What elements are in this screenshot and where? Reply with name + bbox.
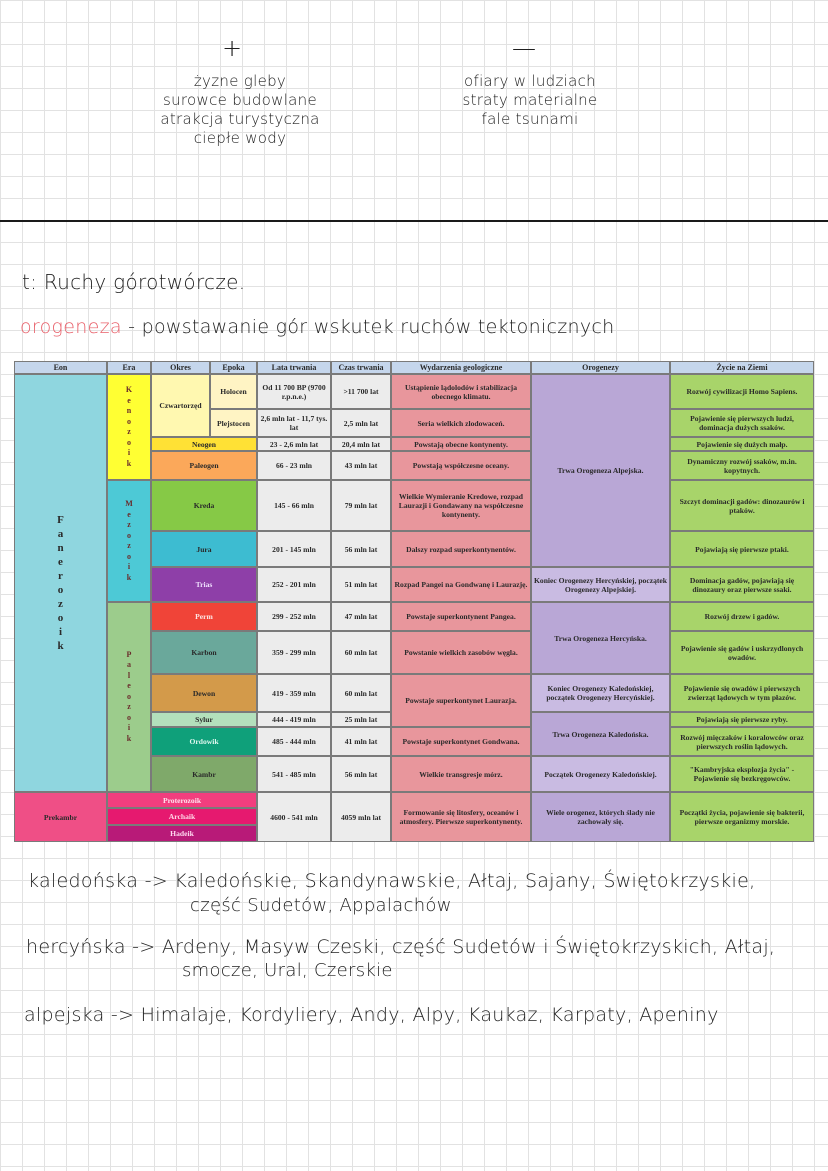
czas-cell: 20,4 mln lat (331, 437, 391, 451)
okres-trias: Trias (151, 567, 257, 602)
vertical-letter: M (125, 499, 133, 508)
okres-jura: Jura (151, 531, 257, 567)
plus-item: ciepłe wody (193, 129, 287, 147)
vertical-letter: k (126, 572, 132, 582)
definition-text: - powstawanie gór wskutek ruchów tektonicznych (121, 316, 615, 338)
okres-perm: Perm (151, 602, 257, 631)
header-okres: Okres (151, 361, 210, 374)
wydarzenie-cell: Wielkie Wymieranie Kredowe, rozpad Laurazji i Gondawany na współczesne kontynenty. (391, 480, 531, 531)
vertical-letter: o (127, 416, 131, 426)
zycie-cell: Pojawiają się pierwsze ryby. (670, 712, 814, 727)
zycie-cell: Początki życia, pojawienie się bakterii, pierwsze organizmy morskie. (670, 792, 814, 842)
czas-cell: 79 mln lat (331, 480, 391, 531)
orogeneza-przejscie-hercynska-alpejska: Koniec Orogenezy Hercyńskiej, początek Orogenezy Alpejskiej. (531, 567, 670, 602)
okres-hadeik: Hadeik (107, 825, 257, 842)
czas-cell: 60 mln lat (331, 674, 391, 712)
note-kaledonska (28, 870, 755, 892)
vertical-letter: n (126, 406, 132, 415)
okres-archaik: Archaik (107, 808, 257, 825)
geology-table (14, 361, 814, 842)
minus-list (410, 72, 650, 129)
lata-cell: 2,6 mln lat - 11,7 tys. lat (257, 409, 331, 437)
wydarzenie-cell: Powstają współczesne oceany. (391, 451, 531, 480)
vertical-letter: l (127, 670, 131, 680)
era-kenozoik (107, 374, 151, 480)
era-mezozoik (107, 480, 151, 602)
wydarzenie-cell: Powstaje superkontynet Gondwana. (391, 727, 531, 756)
czas-cell: >11 700 lat (331, 374, 391, 409)
wydarzenie-cell: Powstają obecne kontynenty. (391, 437, 531, 451)
zycie-cell: Pojawienie się pierwszych ludzi, dominacja dużych ssaków. (670, 409, 814, 437)
wydarzenie-cell: Wielkie transgresje mórz. (391, 756, 531, 792)
lata-cell: 23 - 2,6 mln lat (257, 437, 331, 451)
czas-cell: 41 mln lat (331, 727, 391, 756)
epoka-holocen: Holocen (210, 374, 257, 409)
czas-cell: 25 mln lat (331, 712, 391, 727)
czas-cell: 2,5 mln lat (331, 409, 391, 437)
lata-cell: 145 - 66 mln (257, 480, 331, 531)
vertical-letter: z (127, 427, 131, 436)
okres-czwartorzed: Czwartorzęd (151, 374, 210, 437)
orogeneza-przejscie-kaledonska-hercynska: Koniec Orogenezy Kaledońskiej, początek Orogenezy Hercyńskiej. (531, 674, 670, 712)
orogeneza-poczatek-kaledonskiej: Początek Orogenezy Kaledońskiej. (531, 756, 670, 792)
plus-item: atrakcja turystyczna (160, 110, 320, 128)
zycie-cell: Pojawienie się owadów i pierwszych zwierząt lądowych w tym płazów. (670, 674, 814, 712)
okres-karbon: Karbon (151, 631, 257, 674)
vertical-letter: a (127, 660, 131, 670)
zycie-cell: Pojawiają się pierwsze ptaki. (670, 531, 814, 567)
header-eon: Eon (14, 361, 107, 374)
vertical-letter: i (58, 626, 63, 638)
zycie-cell: Szczyt dominacji gadów: dinozaurów i ptaków. (670, 480, 814, 531)
czas-cell: 51 mln lat (331, 567, 391, 602)
czas-cell: 56 mln lat (331, 531, 391, 567)
zycie-cell: Rozwój mięczaków i koralowców oraz pierwszych roślin lądowych. (670, 727, 814, 756)
vertical-letter: o (127, 437, 131, 447)
wydarzenie-cell: Rozpad Pangei na Gondwanę i Laurazję. (391, 567, 531, 602)
vertical-letter: e (127, 681, 131, 691)
orogeneza-kaledonska: Trwa Orogeneza Kaledońska. (531, 712, 670, 756)
eon-fanerozoik (14, 374, 107, 792)
eon-prekambr: Prekambr (14, 792, 107, 842)
lata-cell: 444 - 419 mln (257, 712, 331, 727)
vertical-letter: o (127, 712, 131, 722)
header-epoka: Epoka (210, 361, 257, 374)
zycie-cell: Dominacja gadów, pojawiają się dinozaury oraz pierwsze ssaki. (670, 567, 814, 602)
vertical-letter: o (57, 612, 64, 624)
vertical-letter: o (127, 691, 131, 701)
note-text: Kaledońskie, Skandynawskie, Ałtaj, Sajany, Świętokrzyskie, (174, 870, 756, 892)
vertical-letter: i (127, 448, 131, 457)
okres-paleogen: Paleogen (151, 451, 257, 480)
lata-cell: 541 - 485 mln (257, 756, 331, 792)
plus-sign: + (222, 34, 243, 62)
lata-cell: 201 - 145 mln (257, 531, 331, 567)
okres-neogen: Neogen (151, 437, 257, 451)
wydarzenie-cell: Formowanie się litosfery, oceanów i atmosfery. Pierwsze superkontynenty. (391, 792, 531, 842)
note-kaledonska-cont: część Sudetów, Appalachów (190, 895, 452, 916)
vertical-letter: z (127, 520, 131, 529)
vertical-letter: z (127, 702, 131, 712)
vertical-letter: a (57, 528, 64, 540)
lata-cell: 4600 - 541 mln (257, 792, 331, 842)
vertical-letter: k (57, 640, 64, 652)
lata-cell: 485 - 444 mln (257, 727, 331, 756)
okres-kambr: Kambr (151, 756, 257, 792)
header-era: Era (107, 361, 151, 374)
vertical-letter: n (57, 542, 64, 554)
okres-ordowik: Ordowik (151, 727, 257, 756)
header-zycie: Życie na Ziemi (670, 361, 814, 374)
vertical-letter: k (126, 733, 132, 743)
vertical-letter: e (127, 509, 131, 519)
zycie-cell: Pojawienie się dużych małp. (670, 437, 814, 451)
wydarzenie-cell: Powstanie wielkich zasobów węgla. (391, 631, 531, 674)
wydarzenie-cell: Ustąpienie lądolodów i stabilizacja obecnego klimatu. (391, 374, 531, 409)
okres-proterozoik: Proterozoik (107, 792, 257, 808)
lata-cell: 299 - 252 mln (257, 602, 331, 631)
header-czas: Czas trwania (331, 361, 391, 374)
zycie-cell: Rozwój drzew i gadów. (670, 602, 814, 631)
vertical-letter: o (127, 530, 131, 540)
vertical-letter: r (58, 570, 63, 582)
vertical-letter: e (58, 556, 63, 568)
plus-item: żyzne gleby (193, 72, 287, 90)
arrow-icon: -> (110, 1004, 135, 1026)
wydarzenie-cell: Powstaje superkontynet Laurazja. (391, 674, 531, 727)
lata-cell: 252 - 201 mln (257, 567, 331, 602)
zycie-cell: "Kambryjska eksplozja życia" - Pojawienie się bezkręgowców. (670, 756, 814, 792)
orogeneza-alpejska: Trwa Orogeneza Alpejska. (531, 374, 670, 567)
okres-dewon: Dewon (151, 674, 257, 712)
vertical-letter: e (127, 395, 131, 405)
czas-cell: 43 mln lat (331, 451, 391, 480)
vertical-letter: i (127, 723, 131, 733)
vertical-letter: K (125, 385, 133, 394)
lata-cell: 359 - 299 mln (257, 631, 331, 674)
definition-line (20, 316, 615, 338)
era-paleozoik (107, 602, 151, 792)
vertical-letter: o (127, 551, 131, 561)
note-term: kaledońska (28, 870, 139, 892)
lata-cell: Od 11 700 BP (9700 r.p.n.e.) (257, 374, 331, 409)
czas-cell: 60 mln lat (331, 631, 391, 674)
zycie-cell: Dynamiczny rozwój ssaków, m.in. kopytnych. (670, 451, 814, 480)
okres-sylur: Sylur (151, 712, 257, 727)
note-term: hercyńska (26, 936, 126, 958)
plus-list (120, 72, 360, 148)
lata-cell: 419 - 359 mln (257, 674, 331, 712)
wydarzenie-cell: Seria wielkich zlodowaceń. (391, 409, 531, 437)
lata-cell: 66 - 23 mln (257, 451, 331, 480)
czas-cell: 47 mln lat (331, 602, 391, 631)
wydarzenie-cell: Powstaje superkontynent Pangea. (391, 602, 531, 631)
minus-item: straty materialne (462, 91, 598, 109)
section-heading: t: Ruchy górotwórcze. (22, 270, 246, 294)
okres-kreda: Kreda (151, 480, 257, 531)
orogeneza-hercynska: Trwa Orogeneza Hercyńska. (531, 602, 670, 674)
minus-sign: — (512, 34, 536, 62)
minus-item: fale tsunami (481, 110, 579, 128)
note-alpejska (24, 1004, 719, 1026)
vertical-letter: k (126, 458, 132, 468)
vertical-letter: o (57, 584, 64, 596)
minus-item: ofiary w ludziach (464, 72, 596, 90)
vertical-letter: F (57, 514, 64, 526)
plus-item: surowce budowlane (162, 91, 318, 109)
orogeneza-prekambr: Wiele orogenez, których ślady nie zachowały się. (531, 792, 670, 842)
arrow-icon: -> (144, 870, 168, 892)
vertical-letter: z (127, 541, 131, 550)
czas-cell: 4059 mln lat (331, 792, 391, 842)
zycie-cell: Rozwój cywilizacji Homo Sapiens. (670, 374, 814, 409)
note-text: Himalaje, Kordyliery, Andy, Alpy, Kaukaz, Karpaty, Apeniny (140, 1004, 719, 1026)
vertical-letter: i (127, 562, 131, 571)
note-text: Ardeny, Masyw Czeski, część Sudetów i Świętokrzyskich, Ałtaj, (161, 936, 776, 958)
section-divider (0, 220, 828, 222)
note-hercynska-cont: smocze, Ural, Czerskie (182, 960, 393, 981)
czas-cell: 56 mln lat (331, 756, 391, 792)
epoka-plejstocen: Plejstocen (210, 409, 257, 437)
header-lata: Lata trwania (257, 361, 331, 374)
header-orogenezy: Orogenezy (531, 361, 670, 374)
vertical-letter: z (58, 598, 63, 610)
zycie-cell: Pojawienie się gadów i uskrzydlonych owadów. (670, 631, 814, 674)
vertical-letter: P (126, 649, 132, 659)
arrow-icon: -> (132, 936, 156, 958)
wydarzenie-cell: Dalszy rozpad superkontynentów. (391, 531, 531, 567)
note-term: alpejska (24, 1004, 105, 1026)
definition-term: orogeneza (20, 316, 122, 338)
note-hercynska (26, 936, 775, 958)
header-wydarzenia: Wydarzenia geologiczne (391, 361, 531, 374)
